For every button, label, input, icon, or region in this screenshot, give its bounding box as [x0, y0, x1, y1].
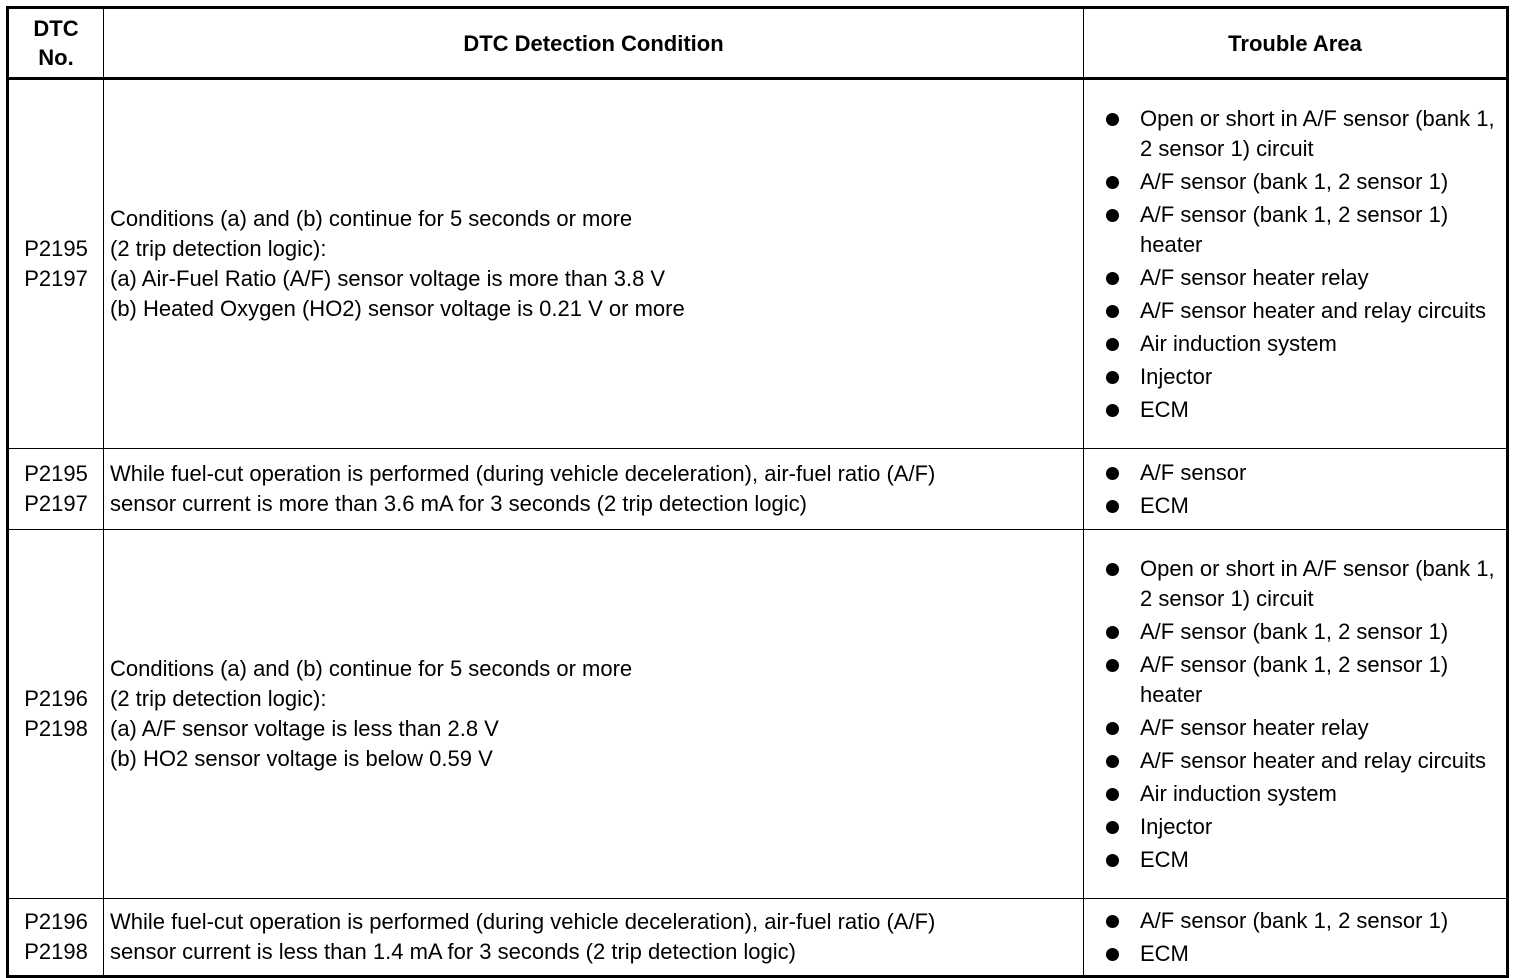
detection-condition-cell: [104, 899, 1084, 977]
bullet-icon: [1106, 305, 1119, 318]
condition-line: While fuel-cut operation is performed (during vehicle deceleration), air-fuel ratio (A/F): [110, 909, 936, 934]
bullet-icon: [1106, 176, 1119, 189]
bullet-icon: [1106, 371, 1119, 384]
bullet-icon: [1106, 854, 1119, 867]
condition-line: sensor current is less than 1.4 mA for 3 seconds (2 trip detection logic): [110, 939, 796, 964]
list-item: [1106, 713, 1498, 743]
list-item: [1106, 650, 1498, 710]
list-item: [1106, 746, 1498, 776]
header-dtc-no-label: DTC No.: [33, 16, 79, 70]
header-trouble-area: [1084, 8, 1508, 79]
list-item: [1106, 104, 1498, 164]
condition-line: Conditions (a) and (b) continue for 5 seconds or more: [110, 206, 633, 231]
list-item: [1106, 779, 1498, 809]
list-item: [1106, 362, 1498, 392]
trouble-area-list: [1106, 104, 1498, 425]
header-detection-condition-label: DTC Detection Condition: [463, 30, 724, 56]
trouble-area-text: Open or short in A/F sensor (bank 1, 2 sensor 1) circuit: [1140, 105, 1495, 161]
trouble-area-text: Injector: [1140, 363, 1213, 389]
table-header-row: [8, 8, 1508, 79]
bullet-icon: [1106, 113, 1119, 126]
bullet-icon: [1106, 948, 1119, 961]
bullet-icon: [1106, 500, 1119, 513]
trouble-area-text: A/F sensor: [1140, 459, 1247, 485]
list-item: [1106, 939, 1498, 969]
bullet-icon: [1106, 626, 1119, 639]
list-item: [1106, 458, 1498, 488]
list-item: [1106, 617, 1498, 647]
bullet-icon: [1106, 563, 1119, 576]
condition-line: (b) HO2 sensor voltage is below 0.59 V: [110, 746, 493, 771]
dtc-code-cell: P2196 P2198: [8, 899, 104, 977]
table-row: [8, 79, 1508, 449]
condition-line: While fuel-cut operation is performed (during vehicle deceleration), air-fuel ratio (A/F): [110, 461, 936, 486]
bullet-icon: [1106, 821, 1119, 834]
trouble-area-text: A/F sensor (bank 1, 2 sensor 1): [1140, 907, 1449, 933]
bullet-icon: [1106, 915, 1119, 928]
trouble-area-cell: [1084, 899, 1508, 977]
dtc-code-cell: P2195 P2197: [8, 79, 104, 449]
condition-line: (2 trip detection logic):: [110, 686, 327, 711]
list-item: [1106, 812, 1498, 842]
condition-line: (a) A/F sensor voltage is less than 2.8 V: [110, 716, 499, 741]
condition-line: Conditions (a) and (b) continue for 5 seconds or more: [110, 656, 633, 681]
list-item: [1106, 906, 1498, 936]
condition-line: (b) Heated Oxygen (HO2) sensor voltage is 0.21 V or more: [110, 296, 685, 321]
list-item: [1106, 200, 1498, 260]
list-item: [1106, 491, 1498, 521]
bullet-icon: [1106, 659, 1119, 672]
condition-line: (2 trip detection logic):: [110, 236, 327, 261]
trouble-area-text: Air induction system: [1140, 780, 1337, 806]
list-item: [1106, 845, 1498, 875]
bullet-icon: [1106, 788, 1119, 801]
dtc-table: [6, 6, 1509, 978]
bullet-icon: [1106, 722, 1119, 735]
list-item: [1106, 395, 1498, 425]
bullet-icon: [1106, 467, 1119, 480]
condition-line: (a) Air-Fuel Ratio (A/F) sensor voltage is more than 3.8 V: [110, 266, 666, 291]
list-item: [1106, 329, 1498, 359]
bullet-icon: [1106, 338, 1119, 351]
trouble-area-cell: [1084, 449, 1508, 530]
trouble-area-text: A/F sensor (bank 1, 2 sensor 1): [1140, 618, 1449, 644]
list-item: [1106, 263, 1498, 293]
table-row: [8, 899, 1508, 977]
trouble-area-text: A/F sensor heater and relay circuits: [1140, 747, 1487, 773]
trouble-area-cell: [1084, 530, 1508, 899]
detection-condition-cell: [104, 530, 1084, 899]
trouble-area-cell: [1084, 79, 1508, 449]
trouble-area-list: [1106, 458, 1498, 521]
trouble-area-text: ECM: [1140, 940, 1189, 966]
bullet-icon: [1106, 272, 1119, 285]
trouble-area-text: ECM: [1140, 846, 1189, 872]
trouble-area-text: A/F sensor (bank 1, 2 sensor 1) heater: [1140, 201, 1449, 257]
dtc-code-cell: P2196 P2198: [8, 530, 104, 899]
trouble-area-text: ECM: [1140, 396, 1189, 422]
trouble-area-list: [1106, 906, 1498, 969]
trouble-area-text: A/F sensor heater relay: [1140, 264, 1369, 290]
detection-condition-cell: [104, 79, 1084, 449]
trouble-area-text: A/F sensor (bank 1, 2 sensor 1): [1140, 168, 1449, 194]
bullet-icon: [1106, 755, 1119, 768]
trouble-area-text: Injector: [1140, 813, 1213, 839]
trouble-area-text: A/F sensor (bank 1, 2 sensor 1) heater: [1140, 651, 1449, 707]
list-item: [1106, 167, 1498, 197]
bullet-icon: [1106, 404, 1119, 417]
condition-line: sensor current is more than 3.6 mA for 3 seconds (2 trip detection logic): [110, 491, 807, 516]
trouble-area-text: Open or short in A/F sensor (bank 1, 2 sensor 1) circuit: [1140, 555, 1495, 611]
trouble-area-text: ECM: [1140, 492, 1189, 518]
header-trouble-area-label: Trouble Area: [1228, 30, 1362, 56]
list-item: [1106, 296, 1498, 326]
header-detection-condition: [104, 8, 1084, 79]
detection-condition-cell: [104, 449, 1084, 530]
list-item: [1106, 554, 1498, 614]
trouble-area-list: [1106, 554, 1498, 875]
dtc-code-cell: P2195 P2197: [8, 449, 104, 530]
table-row: [8, 530, 1508, 899]
trouble-area-text: Air induction system: [1140, 330, 1337, 356]
table-row: [8, 449, 1508, 530]
trouble-area-text: A/F sensor heater and relay circuits: [1140, 297, 1487, 323]
header-dtc-no: [8, 8, 104, 79]
bullet-icon: [1106, 209, 1119, 222]
trouble-area-text: A/F sensor heater relay: [1140, 714, 1369, 740]
